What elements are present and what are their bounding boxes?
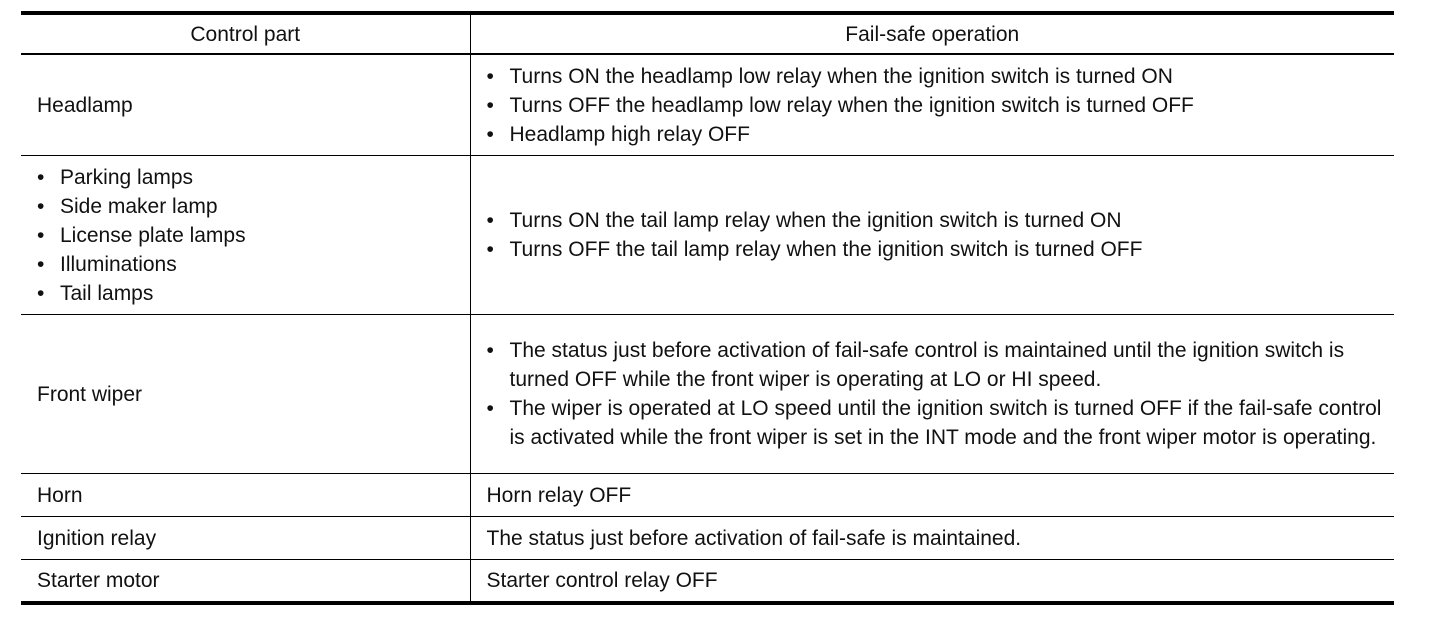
control-part-cell: Headlamp (21, 54, 470, 156)
control-part-item: • Tail lamps (37, 279, 470, 308)
control-part-item: • License plate lamps (37, 221, 470, 250)
operation-item: • Turns OFF the headlamp low relay when the ignition switch is turned OFF (487, 91, 1385, 120)
operation-item: • Turns ON the tail lamp relay when the ignition switch is turned ON (487, 206, 1385, 235)
control-part-cell (21, 156, 470, 315)
table-row-starter-motor (21, 560, 1394, 604)
fail-safe-operation-cell: Horn relay OFF (470, 474, 1394, 517)
fail-safe-operation-cell (470, 315, 1394, 474)
fail-safe-table (21, 11, 1394, 605)
control-part-cell: Horn (21, 474, 470, 517)
table-row-lamps (21, 156, 1394, 315)
control-part-cell: Starter motor (37, 569, 160, 592)
control-part-item: • Parking lamps (37, 163, 470, 192)
operation-item: • The wiper is operated at LO speed until the ignition switch is turned OFF if the fail-safe control is activated while the front wiper is set in the INT mode and the front wiper motor is operating. (487, 394, 1385, 452)
operation-item: • Headlamp high relay OFF (487, 120, 1385, 149)
table-row-horn (21, 474, 1394, 517)
fail-safe-operation-cell (470, 54, 1394, 156)
fail-safe-operation-cell (470, 156, 1394, 315)
header-control-part: Control part (21, 13, 470, 54)
fail-safe-operation-cell: Starter control relay OFF (470, 560, 1394, 604)
control-part-item: • Illuminations (37, 250, 470, 279)
table-row-headlamp (21, 54, 1394, 156)
operation-list (487, 62, 1385, 149)
operation-list (487, 336, 1385, 452)
operation-list (487, 206, 1385, 264)
control-part-item: • Side maker lamp (37, 192, 470, 221)
operation-item: • Turns ON the headlamp low relay when the ignition switch is turned ON (487, 62, 1385, 91)
operation-item: • Turns OFF the tail lamp relay when the ignition switch is turned OFF (487, 235, 1385, 264)
table-row-ignition-relay (21, 517, 1394, 560)
control-part-cell: Front wiper (21, 315, 470, 474)
header-fail-safe-operation: Fail-safe operation (470, 13, 1394, 54)
operation-item: • The status just before activation of fail-safe control is maintained until the ignition switch is turned OFF while the front wiper is operating at LO or HI speed. (487, 336, 1385, 394)
table-header-row (21, 13, 1394, 54)
fail-safe-operation-cell: The status just before activation of fail-safe is maintained. (470, 517, 1394, 560)
table-row-front-wiper (21, 315, 1394, 474)
control-part-list (37, 163, 470, 308)
control-part-cell: Ignition relay (21, 517, 470, 560)
